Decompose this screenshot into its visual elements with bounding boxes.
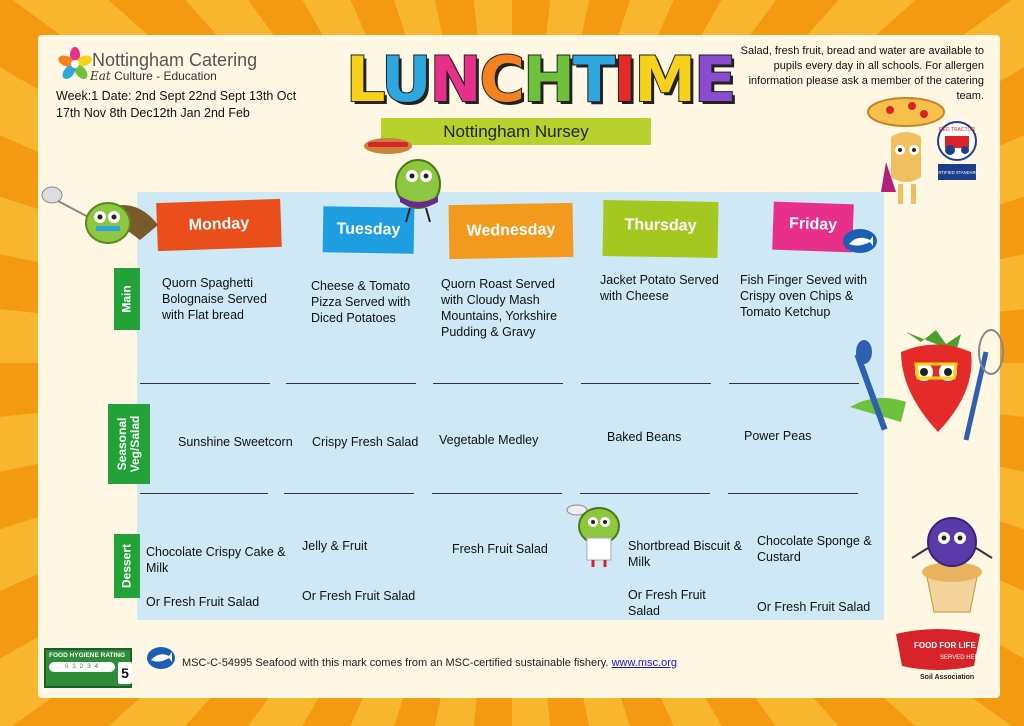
red-tractor-label: RED TRACTOR — [939, 127, 975, 133]
hygiene-scale: 0 1 2 3 4 — [49, 662, 115, 672]
strawberry-character-icon — [846, 322, 1016, 444]
title-letter: N — [429, 43, 480, 116]
apple-chef-character-icon — [565, 502, 627, 568]
msc-footer — [182, 657, 677, 669]
school-name: Nottingham Nursey — [381, 118, 651, 145]
seasonal-friday: Power Peas — [744, 429, 812, 443]
hygiene-title: FOOD HYGIENE RATING — [49, 652, 126, 659]
title-letter: U — [381, 43, 430, 116]
divider — [286, 383, 416, 384]
day-friday: Friday — [772, 202, 854, 253]
divider — [729, 383, 859, 384]
day-wednesday: Wednesday — [449, 203, 574, 259]
divider — [140, 383, 270, 384]
row-label-main — [114, 268, 140, 330]
day-thursday: Thursday — [603, 200, 719, 258]
allergen-info: Salad, fresh fruit, bread and water are available to pupils every day in all schools. For allergen information please ask a member of the catering team. — [740, 45, 984, 102]
dessert-alt-friday: Or Fresh Fruit Salad — [757, 600, 871, 614]
food-for-life-label: FOOD FOR LIFE — [914, 641, 976, 650]
main-tuesday: Cheese & Tomato Pizza Served with Diced Potatoes — [311, 279, 411, 325]
dessert-tuesday: Jelly & Fruit — [302, 539, 368, 553]
divider — [581, 383, 711, 384]
soil-association-label: Soil Association — [920, 674, 975, 681]
dessert-alt-tuesday: Or Fresh Fruit Salad — [302, 589, 416, 603]
divider — [580, 493, 710, 494]
food-for-life-badge-icon — [894, 626, 982, 682]
served-here-label: SERVED HERE — [940, 655, 983, 661]
row-label-seasonal-text: Seasonal Veg/Salad — [115, 415, 142, 473]
seasonal-wednesday: Vegetable Medley — [439, 433, 539, 447]
dates-line-1: Week:1 Date: 2nd Sept 22nd Sept 13th Oct — [56, 89, 297, 103]
title-letter: I — [613, 43, 635, 116]
msc-logo-icon — [146, 645, 176, 671]
title-letter: T — [572, 43, 614, 116]
title-letter: H — [523, 43, 573, 116]
dates-line-2: 17th Nov 8th Dec12th Jan 2nd Feb — [56, 106, 250, 120]
brand-logo — [58, 47, 278, 87]
blueberry-character-icon — [906, 512, 998, 616]
brand-culture: Culture - Education — [114, 69, 217, 83]
msc-statement: MSC-C-54995 Seafood with this mark comes from an MSC-certified sustainable fishery. — [182, 657, 609, 669]
msc-link[interactable]: www.msc.org — [611, 657, 677, 669]
dessert-friday: Chocolate Sponge & Custard — [757, 534, 872, 564]
title-letter: L — [346, 43, 382, 116]
row-label-dessert-text: Dessert — [119, 543, 134, 589]
brand-eat: Eat — [90, 69, 111, 83]
brand-name: Nottingham Catering — [92, 50, 258, 70]
row-label-main-text: Main — [119, 285, 134, 313]
title-letter: C — [479, 43, 524, 116]
pea-chef-character-icon — [40, 185, 162, 250]
main-friday: Fish Finger Seved with Crispy oven Chips & Tomato Ketchup — [740, 273, 868, 319]
divider — [284, 493, 414, 494]
day-tuesday: Tuesday — [323, 206, 415, 254]
dessert-thursday: Shortbread Biscuit & Milk — [628, 539, 742, 569]
divider — [140, 493, 268, 494]
title-letter: M — [634, 43, 695, 116]
hygiene-score: 5 — [118, 662, 132, 684]
brand-sub — [90, 69, 217, 83]
divider — [432, 493, 562, 494]
row-label-dessert — [114, 534, 140, 598]
main-monday: Quorn Spaghetti Bolognaise Served with Flat bread — [162, 276, 267, 322]
main-wednesday: Quorn Roast Served with Cloudy Mash Mountains, Yorkshire Pudding & Gravy — [441, 277, 558, 339]
seasonal-monday: Sunshine Sweetcorn — [178, 435, 293, 449]
day-monday: Monday — [156, 199, 282, 251]
seasonal-tuesday: Crispy Fresh Salad — [312, 435, 419, 449]
title-letter: E — [694, 43, 735, 116]
msc-fish-icon — [842, 228, 878, 254]
lime-hotdog-character-icon — [360, 132, 452, 224]
page-title — [346, 42, 735, 118]
week-dates — [56, 88, 346, 122]
divider — [433, 383, 563, 384]
row-label-seasonal — [108, 404, 150, 484]
food-hygiene-rating — [44, 648, 132, 688]
certified-label: CERTIFIED STANDARDS — [932, 170, 982, 175]
seasonal-thursday: Baked Beans — [607, 430, 682, 444]
divider — [728, 493, 858, 494]
main-thursday: Jacket Potato Served with Cheese — [600, 273, 719, 303]
flower-logo-icon — [58, 47, 92, 81]
dessert-monday: Chocolate Crispy Cake & Milk — [146, 545, 286, 575]
dessert-alt-monday: Or Fresh Fruit Salad — [146, 595, 260, 609]
title-letters — [346, 42, 735, 118]
dessert-alt-thursday: Or Fresh Fruit Salad — [628, 588, 706, 618]
dessert-wednesday: Fresh Fruit Salad — [452, 542, 548, 556]
